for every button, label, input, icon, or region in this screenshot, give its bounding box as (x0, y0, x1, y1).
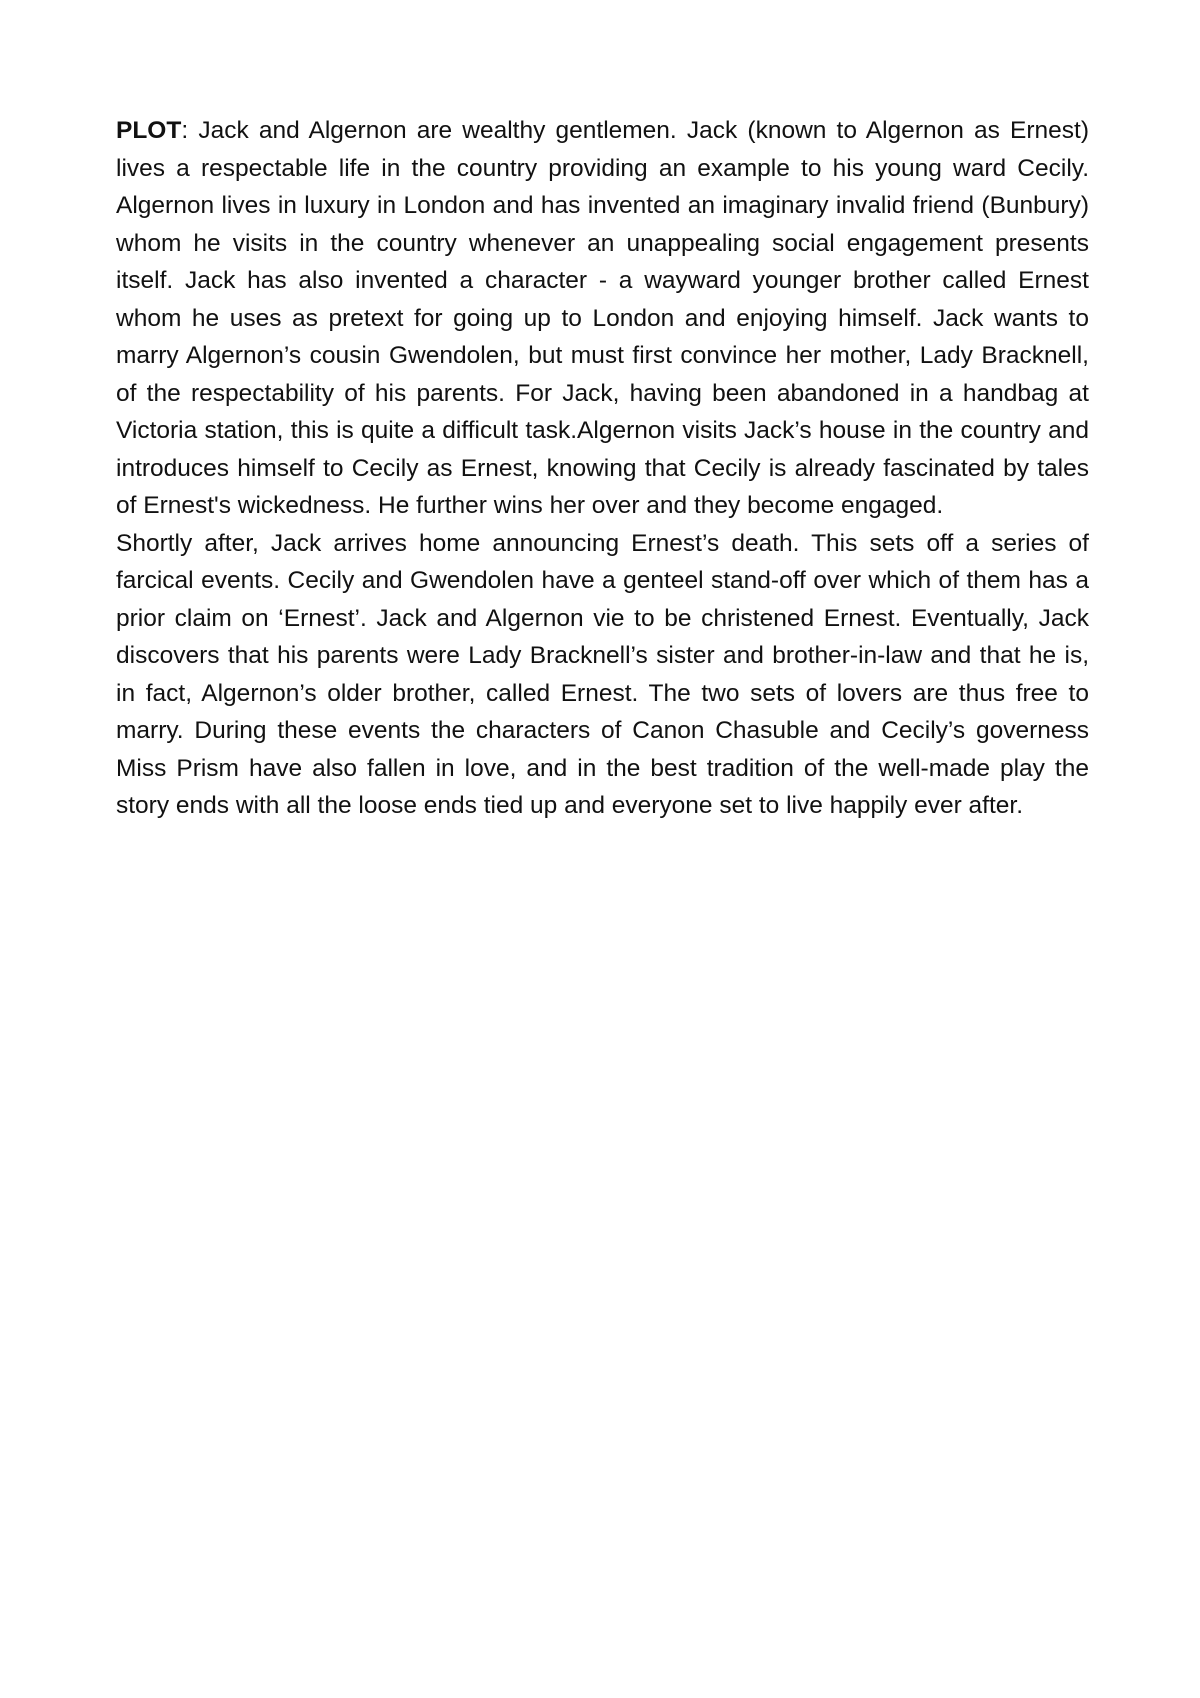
plot-text-continuation: Shortly after, Jack arrives home announcing Ernest’s death. This sets off a series of farcical events. Cecily and Gwendolen have a genteel stand-off over which of them has a prior claim on ‘Ernest’. Jack and Algernon vie to be christened Ernest. Eventually, Jack discovers that his parents were Lady Bracknell’s sister and brother-in-law and that he is, in fact, Algernon’s older brother, called Ernest. The two sets of lovers are thus free to marry. During these events the characters of Canon Chasuble and Cecily’s governess Miss Prism have also fallen in love, and in the best tradition of the well-made play the story ends with all the loose ends tied up and everyone set to live happily ever after. (116, 529, 1089, 819)
plot-text-main: Jack and Algernon are wealthy gentlemen. Jack (known to Algernon as Ernest) lives a respectable life in the country providing an example to his young ward Cecily. Algernon lives in luxury in London and has invented an imaginary invalid friend (Bunbury) whom he visits in the country whenever an unappealing social engagement presents itself. Jack has also invented a character - a wayward younger brother called Ernest whom he uses as pretext for going up to London and enjoying himself. Jack wants to marry Algernon’s cousin Gwendolen, but must first convince her mother, Lady Bracknell, of the respectability of his parents. For Jack, having been abandoned in a handbag at Victoria station, this is quite a difficult task.Algernon visits Jack’s house in the country and introduces himself to Cecily as Ernest, knowing that Cecily is already fascinated by tales of Ernest's wickedness. He further wins her over and they become engaged. (116, 117, 1089, 519)
plot-paragraph (116, 112, 1089, 825)
plot-label: PLOT (116, 117, 182, 144)
plot-separator: : (181, 117, 199, 144)
